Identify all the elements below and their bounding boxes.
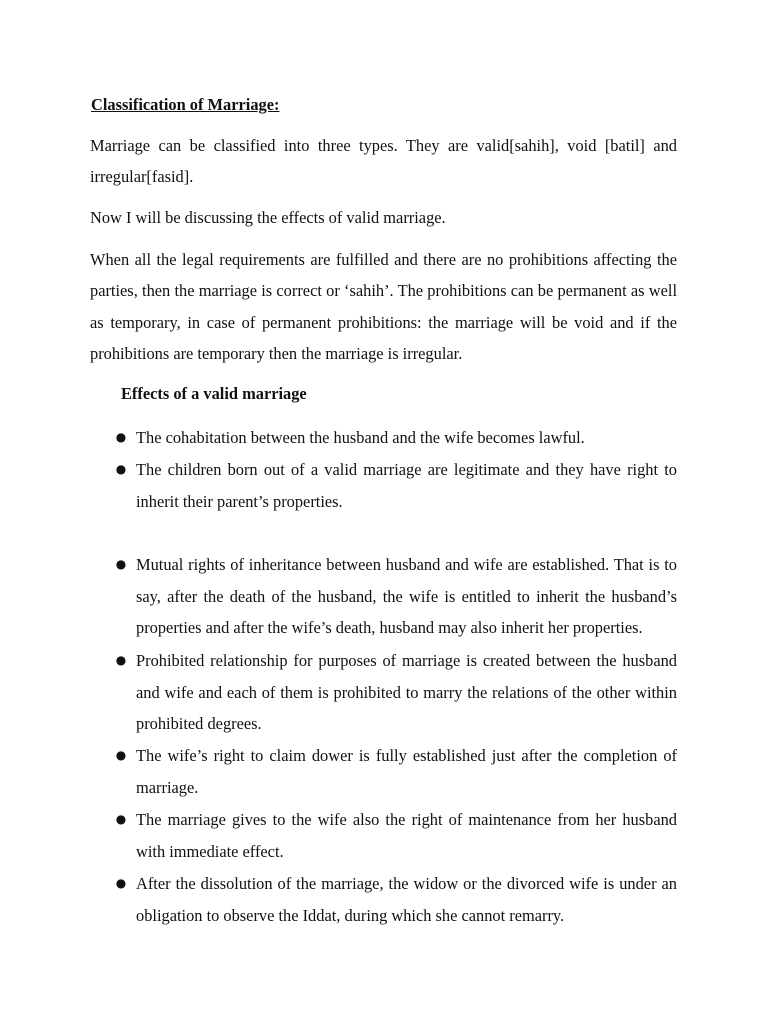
document-heading: Classification of Marriage: xyxy=(91,95,280,114)
bullet-icon: ● xyxy=(115,748,127,762)
list-item xyxy=(115,422,677,454)
list-item xyxy=(115,740,677,803)
list-item xyxy=(115,868,677,931)
discussion-paragraph: Now I will be discussing the effects of valid marriage. xyxy=(90,208,446,227)
intro-paragraph: Marriage can be classified into three types. They are valid[sahih], void [batil] and irregular[fasid]. xyxy=(90,136,677,187)
bullet-icon: ● xyxy=(115,876,127,890)
list-item-text: The marriage gives to the wife also the right of maintenance from her husband with immediate effect. xyxy=(136,810,677,861)
bullet-icon: ● xyxy=(115,812,127,826)
bullet-icon: ● xyxy=(115,462,127,476)
bullet-icon: ● xyxy=(115,557,127,571)
list-item xyxy=(115,645,677,740)
legal-requirements-paragraph: When all the legal requirements are fulfilled and there are no prohibitions affecting the parties, then the marriage is correct or ‘sahih’. The prohibitions can be permanent as well as temporary, in case of permanent prohibitions: the marriage will be void and if the prohibitions are temporary then the marriage is irregular. xyxy=(90,250,677,363)
list-item-text: The cohabitation between the husband and the wife becomes lawful. xyxy=(136,428,585,447)
list-item-text: Prohibited relationship for purposes of marriage is created between the husband and wife and each of them is prohibited to marry the relations of the other within prohibited degrees. xyxy=(136,651,677,734)
list-item-text: After the dissolution of the marriage, the widow or the divorced wife is under an obligation to observe the Iddat, during which she cannot remarry. xyxy=(136,874,677,925)
bullet-icon: ● xyxy=(115,653,127,667)
bullet-icon: ● xyxy=(115,430,127,444)
list-item xyxy=(115,549,677,644)
list-item-text: The children born out of a valid marriage are legitimate and they have right to inherit their parent’s properties. xyxy=(136,460,677,511)
effects-subheading: Effects of a valid marriage xyxy=(121,384,307,403)
list-item-text: The wife’s right to claim dower is fully established just after the completion of marriage. xyxy=(136,746,677,797)
list-item xyxy=(115,804,677,867)
list-item xyxy=(115,454,677,517)
list-item-text: Mutual rights of inheritance between husband and wife are established. That is to say, after the death of the husband, the wife is entitled to inherit the husband’s properties and after the wife’s death, husband may also inherit her properties. xyxy=(136,555,677,638)
